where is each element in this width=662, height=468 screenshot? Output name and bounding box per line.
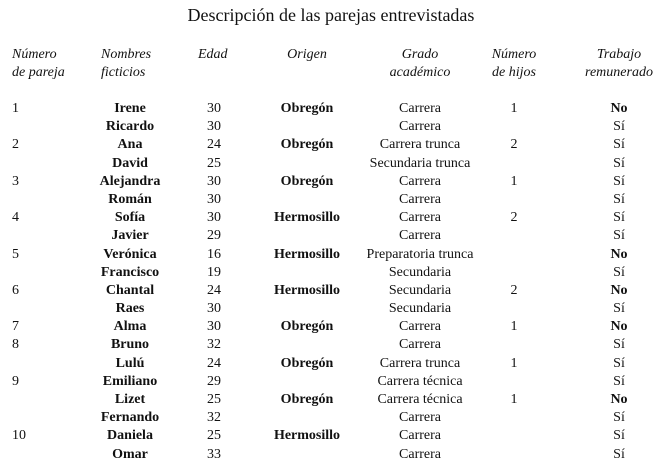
cell-grado: Secundaria	[388, 301, 452, 317]
header-line: Número	[491, 47, 537, 62]
cell-trabajo: Sí	[613, 173, 625, 189]
cell-grado: Carrera técnica	[377, 392, 463, 407]
cell-origen: Hermosillo	[273, 246, 341, 262]
cell-hijos: 2	[510, 282, 518, 298]
cell-trabajo: No	[610, 319, 628, 335]
cell-nombre: Lizet	[114, 392, 146, 407]
cell-edad: 30	[207, 119, 221, 135]
cell-edad: 33	[207, 446, 221, 462]
cell-hijos: 2	[510, 210, 518, 226]
cell-pareja: 5	[12, 246, 19, 262]
table-row	[0, 264, 662, 282]
cell-edad: 24	[207, 355, 221, 371]
cell-edad: 24	[207, 137, 221, 153]
header-line: Trabajo	[596, 47, 642, 62]
cell-origen: Obregón	[280, 319, 334, 335]
header-trabajo	[585, 46, 653, 82]
cell-edad: 16	[207, 246, 221, 262]
cell-edad: 30	[207, 173, 221, 189]
cell-pareja: 7	[12, 319, 19, 335]
cell-nombre: Daniela	[107, 428, 153, 444]
cell-pareja: 10	[12, 428, 26, 444]
table-row	[0, 300, 662, 318]
cell-origen: Obregón	[280, 173, 334, 189]
header-nombres	[101, 46, 151, 82]
cell-trabajo: No	[610, 392, 628, 407]
cell-origen: Obregón	[280, 137, 334, 153]
cell-grado: Secundaria	[388, 282, 452, 298]
table-row	[0, 355, 662, 373]
table-row	[0, 446, 662, 464]
cell-grado: Secundaria trunca	[369, 155, 471, 171]
cell-hijos: 1	[510, 355, 518, 371]
page-title: Descripción de las parejas entrevistadas	[187, 5, 475, 25]
cell-trabajo: Sí	[613, 191, 625, 207]
cell-grado: Carrera	[399, 428, 441, 444]
cell-pareja: 3	[12, 173, 19, 189]
cell-grado: Carrera	[399, 210, 441, 226]
cell-nombre: Javier	[111, 228, 149, 244]
cell-grado: Secundaria	[388, 264, 452, 280]
cell-trabajo: No	[610, 101, 628, 116]
cell-grado: Carrera	[399, 173, 441, 189]
cell-hijos: 1	[510, 173, 518, 189]
table-row	[0, 155, 662, 173]
cell-edad: 19	[207, 264, 221, 280]
cell-nombre: Chantal	[105, 282, 155, 298]
cell-pareja: 1	[12, 101, 19, 116]
header-line: ficticios	[101, 65, 146, 80]
table-row	[0, 373, 662, 391]
cell-trabajo: Sí	[613, 446, 625, 462]
cell-grado: Carrera	[399, 337, 441, 353]
cell-trabajo: Sí	[613, 228, 625, 244]
cell-edad: 30	[207, 301, 221, 317]
cell-edad: 25	[207, 392, 221, 407]
cell-nombre: Emiliano	[102, 373, 158, 389]
cell-edad: 30	[207, 319, 221, 335]
cell-origen: Obregón	[280, 355, 334, 371]
cell-trabajo: Sí	[613, 137, 625, 153]
cell-nombre: Lulú	[115, 355, 145, 371]
cell-nombre: Raes	[115, 301, 145, 317]
header-line: Nombres	[101, 47, 152, 62]
cell-trabajo: No	[610, 246, 628, 262]
header-origen	[287, 46, 327, 64]
header-line: Grado	[401, 47, 439, 62]
cell-grado: Carrera	[399, 119, 441, 135]
cell-nombre: Irene	[114, 101, 146, 116]
cell-hijos: 2	[510, 137, 518, 153]
table-row	[0, 336, 662, 354]
cell-nombre: Verónica	[103, 246, 157, 262]
header-line: remunerado	[585, 65, 653, 80]
cell-grado: Carrera	[399, 319, 441, 335]
cell-nombre: Sofía	[114, 210, 146, 226]
cell-trabajo: Sí	[613, 301, 625, 317]
table-row	[0, 427, 662, 445]
cell-nombre: Bruno	[110, 337, 150, 353]
cell-nombre: David	[112, 155, 148, 171]
cell-grado: Carrera técnica	[377, 373, 463, 389]
table-row	[0, 173, 662, 191]
cell-nombre: Alejandra	[99, 173, 161, 189]
header-grado	[390, 46, 451, 82]
table-row	[0, 118, 662, 136]
cell-grado: Preparatoria trunca	[366, 246, 474, 262]
header-line: de pareja	[12, 65, 65, 80]
cell-pareja: 6	[12, 282, 19, 298]
cell-grado: Carrera	[399, 446, 441, 462]
cell-nombre: Ricardo	[105, 119, 155, 135]
cell-nombre: Francisco	[100, 264, 160, 280]
cell-nombre: Fernando	[100, 410, 160, 426]
cell-trabajo: Sí	[613, 119, 625, 135]
header-line: de hijos	[492, 65, 536, 80]
cell-hijos: 1	[510, 392, 518, 407]
table-row	[0, 282, 662, 300]
header-line: Número	[12, 47, 57, 62]
cell-trabajo: Sí	[613, 210, 625, 226]
cell-nombre: Ana	[117, 137, 143, 153]
table-row	[0, 246, 662, 264]
table-row	[0, 391, 662, 409]
cell-grado: Carrera trunca	[379, 355, 461, 371]
cell-pareja: 2	[12, 137, 19, 153]
table-row	[0, 191, 662, 209]
header-numero-pareja	[12, 46, 65, 82]
cell-trabajo: Sí	[613, 410, 625, 426]
cell-nombre: Omar	[112, 446, 148, 462]
cell-nombre: Román	[108, 191, 152, 207]
cell-grado: Carrera	[399, 101, 441, 116]
cell-edad: 30	[207, 101, 221, 116]
header-line: Origen	[287, 47, 327, 62]
table-row	[0, 318, 662, 336]
table-body	[0, 100, 662, 464]
cell-grado: Carrera	[399, 410, 441, 426]
cell-hijos: 1	[510, 101, 518, 116]
cell-edad: 30	[207, 210, 221, 226]
cell-edad: 32	[207, 337, 221, 353]
cell-grado: Carrera	[399, 191, 441, 207]
cell-trabajo: Sí	[613, 337, 625, 353]
cell-pareja: 8	[12, 337, 19, 353]
table-row	[0, 136, 662, 154]
cell-hijos: 1	[510, 319, 518, 335]
cell-edad: 30	[207, 191, 221, 207]
cell-origen: Obregón	[280, 392, 334, 407]
cell-trabajo: Sí	[613, 355, 625, 371]
cell-trabajo: Sí	[613, 428, 625, 444]
cell-grado: Carrera trunca	[379, 137, 461, 153]
cell-origen: Hermosillo	[273, 282, 341, 298]
table-row	[0, 409, 662, 427]
header-line: académico	[389, 65, 451, 80]
cell-edad: 25	[207, 428, 221, 444]
cell-edad: 29	[207, 228, 221, 244]
cell-edad: 32	[207, 410, 221, 426]
cell-trabajo: No	[610, 282, 628, 298]
cell-pareja: 9	[12, 373, 19, 389]
cell-edad: 29	[207, 373, 221, 389]
header-line: Edad	[198, 47, 228, 62]
cell-origen: Hermosillo	[273, 210, 341, 226]
table-row	[0, 209, 662, 227]
cell-edad: 25	[207, 155, 221, 171]
cell-trabajo: Sí	[613, 264, 625, 280]
header-hijos	[492, 46, 537, 82]
table-row	[0, 100, 662, 118]
cell-origen: Hermosillo	[273, 428, 341, 444]
cell-trabajo: Sí	[613, 155, 625, 171]
cell-trabajo: Sí	[613, 373, 625, 389]
cell-nombre: Alma	[113, 319, 147, 335]
table-row	[0, 227, 662, 245]
cell-origen: Obregón	[280, 101, 334, 116]
cell-pareja: 4	[12, 210, 19, 226]
cell-grado: Carrera	[399, 228, 441, 244]
cell-edad: 24	[207, 282, 221, 298]
header-edad	[198, 46, 228, 64]
